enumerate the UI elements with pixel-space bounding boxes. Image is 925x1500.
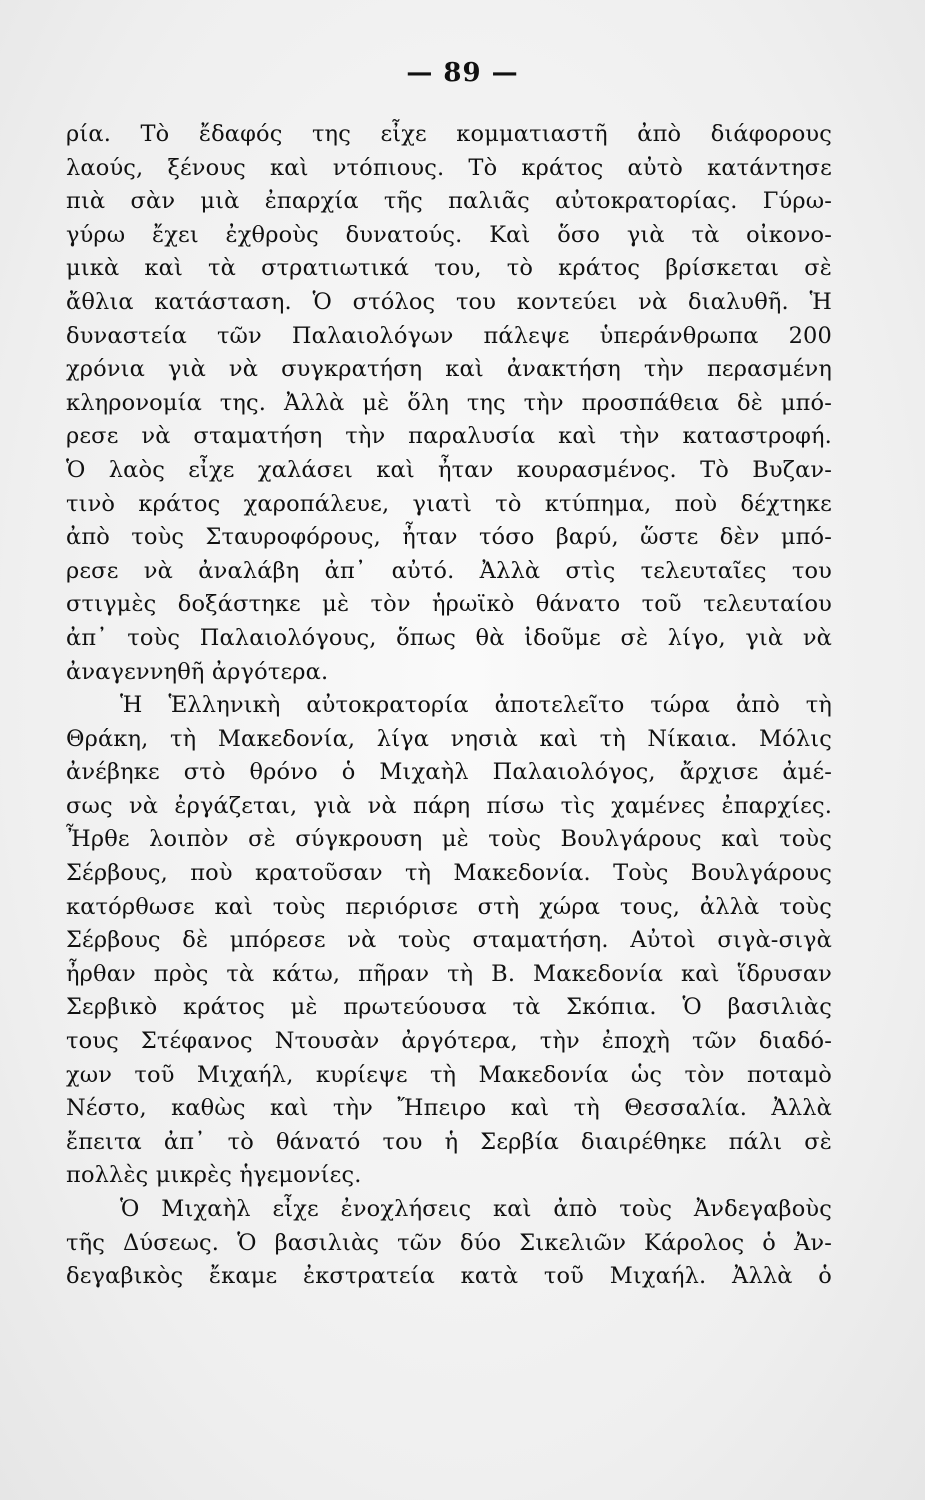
text-line: ρεσε νὰ σταματήση τὴν παραλυσία καὶ τὴν καταστροφή. xyxy=(66,423,832,450)
text-line: Σέρβους, ποὺ κρατοῦσαν τὴ Μακεδονία. Τοὺς Βουλγάρους xyxy=(66,860,832,887)
text-line: δεγαβικὸς ἔκαμε ἐκστρατεία κατὰ τοῦ Μιχαήλ. Ἀλλὰ ὁ xyxy=(66,1263,832,1290)
text-line: κληρονομία της. Ἀλλὰ μὲ ὅλη της τὴν προσπάθεια δὲ μπό- xyxy=(66,389,832,416)
text-line: Θράκη, τὴ Μακεδονία, λίγα νησιὰ καὶ τὴ Νίκαια. Μόλις xyxy=(66,725,832,752)
text-line: Σερβικὸ κράτος μὲ πρωτεύουσα τὰ Σκόπια. Ὁ βασιλιὰς xyxy=(66,994,832,1021)
text-line: ρεσε νὰ ἀναλάβη ἀπ᾿ αὐτό. Ἀλλὰ στὶς τελευταῖες του xyxy=(66,557,832,584)
text-line: χρόνια γιὰ νὰ συγκρατήση καὶ ἀνακτήση τὴν περασμένη xyxy=(66,356,832,383)
text-line: Σέρβους δὲ μπόρεσε νὰ τοὺς σταματήση. Αὐτοὶ σιγὰ-σιγὰ xyxy=(66,927,832,954)
text-line: Ὁ λαὸς εἶχε χαλάσει καὶ ἦταν κουρασμένος. Τὸ Βυζαν- xyxy=(66,456,832,483)
text-line: Ὁ Μιχαὴλ εἶχε ἐνοχλήσεις καὶ ἀπὸ τοὺς Ἀνδεγαβοὺς xyxy=(120,1196,832,1222)
text-line: Ἦρθε λοιπὸν σὲ σύγκρουση μὲ τοὺς Βουλγάρους καὶ τοὺς xyxy=(66,826,832,853)
text-line: ἔπειτα ἀπ᾿ τὸ θάνατό του ἡ Σερβία διαιρέθηκε πάλι σὲ xyxy=(66,1128,832,1155)
text-line: γύρω ἔχει ἐχθροὺς δυνατούς. Καὶ ὅσο γιὰ τὰ οἰκονο- xyxy=(66,221,832,248)
text-line: δυναστεία τῶν Παλαιολόγων πάλεψε ὑπεράνθρωπα 200 xyxy=(66,322,832,349)
text-line: τινὸ κράτος χαροπάλευε, γιατὶ τὸ κτύπημα, ποὺ δέχτηκε xyxy=(66,490,832,517)
text-line: ἀνέβηκε στὸ θρόνο ὁ Μιχαὴλ Παλαιολόγος, ἄρχισε ἀμέ- xyxy=(66,759,832,786)
text-line: τῆς Δύσεως. Ὁ βασιλιὰς τῶν δύο Σικελιῶν Κάρολος ὁ Ἀν- xyxy=(66,1229,832,1256)
text-line: πολλὲς μικρὲς ἡγεμονίες. xyxy=(66,1162,362,1189)
text-line: ἀπὸ τοὺς Σταυροφόρους, ἦταν τόσο βαρύ, ὥστε δὲν μπό- xyxy=(66,524,832,551)
text-line: πιὰ σὰν μιὰ ἐπαρχία τῆς παλιᾶς αὐτοκρατορίας. Γύρω- xyxy=(66,188,832,215)
text-line: Νέστο, καθὼς καὶ τὴν Ἤπειρο καὶ τὴ Θεσσαλία. Ἀλλὰ xyxy=(66,1095,832,1122)
page-number: — 89 — xyxy=(406,58,519,88)
text-line: ἀναγεννηθῆ ἀργότερα. xyxy=(66,658,329,685)
text-line: λαούς, ξένους καὶ ντόπιους. Τὸ κράτος αὐτὸ κατάντησε xyxy=(66,154,832,181)
text-line: ἄθλια κατάσταση. Ὁ στόλος του κοντεύει νὰ διαλυθῆ. Ἡ xyxy=(66,288,832,315)
text-line: ρία. Τὸ ἔδαφός της εἶχε κομματιαστῆ ἀπὸ διάφορους xyxy=(66,121,832,147)
text-line: μικὰ καὶ τὰ στρατιωτικά του, τὸ κράτος βρίσκεται σὲ xyxy=(66,255,832,282)
text-line: ἀπ᾿ τοὺς Παλαιολόγους, ὅπως θὰ ἰδοῦμε σὲ λίγο, γιὰ νὰ xyxy=(66,624,832,651)
text-line: Ἡ Ἑλληνικὴ αὐτοκρατορία ἀποτελεῖτο τώρα ἀπὸ τὴ xyxy=(120,692,832,719)
text-line: σως νὰ ἐργάζεται, γιὰ νὰ πάρη πίσω τὶς χαμένες ἐπαρχίες. xyxy=(66,792,832,819)
text-line: στιγμὲς δοξάστηκε μὲ τὸν ἡρωϊκὸ θάνατο τοῦ τελευταίου xyxy=(66,591,832,618)
text-line: ἦρθαν πρὸς τὰ κάτω, πῆραν τὴ Β. Μακεδονία καὶ ἵδρυσαν xyxy=(66,960,832,987)
body-text xyxy=(66,118,832,1294)
text-line: χων τοῦ Μιχαήλ, κυρίεψε τὴ Μακεδονία ὡς τὸν ποταμὸ xyxy=(66,1061,832,1088)
text-line: τους Στέφανος Ντουσὰν ἀργότερα, τὴν ἐποχὴ τῶν διαδό- xyxy=(66,1028,832,1055)
text-line: κατόρθωσε καὶ τοὺς περιόρισε στὴ χώρα τους, ἀλλὰ τοὺς xyxy=(66,893,832,920)
